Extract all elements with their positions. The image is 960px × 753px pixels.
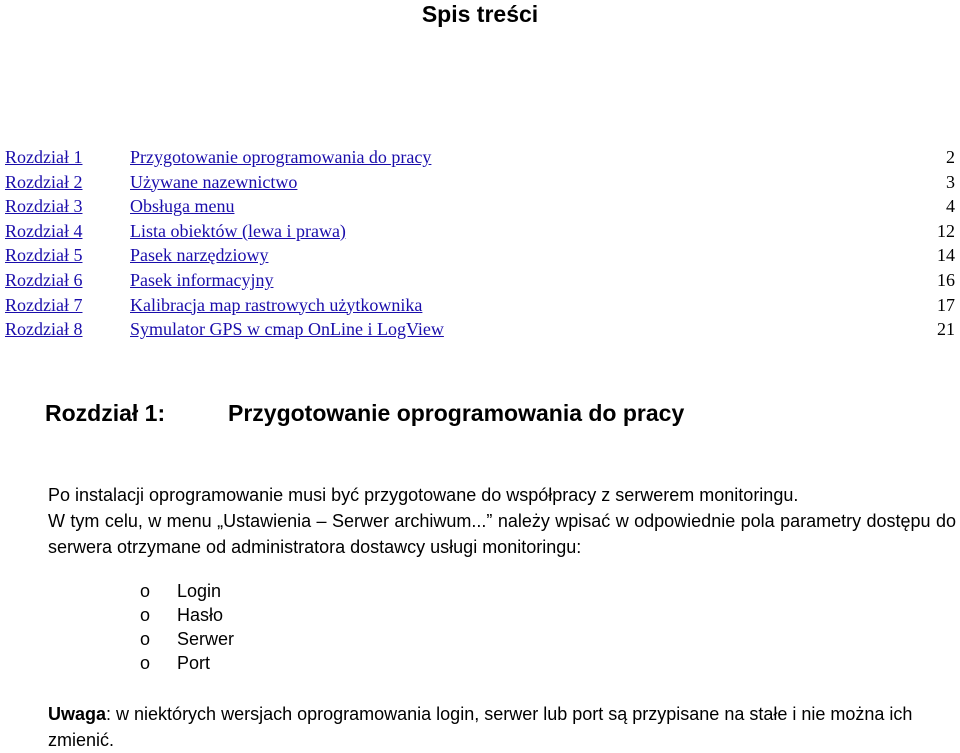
toc-page-number: 17 — [937, 294, 955, 315]
toc-title-link[interactable]: Używane nazewnictwo — [130, 171, 298, 192]
list-item-label: Serwer — [177, 629, 235, 649]
toc-chapter-link[interactable]: Rozdział 5 — [5, 245, 83, 266]
toc-page-number: 14 — [937, 245, 955, 266]
note-paragraph — [48, 701, 960, 753]
bullet-marker: o — [140, 605, 151, 625]
toc-chapter-link[interactable]: Rozdział 8 — [5, 319, 83, 340]
toc-entry[interactable] — [5, 268, 955, 293]
toc-title-link[interactable]: Lista obiektów (lewa i prawa) — [130, 220, 346, 241]
toc-chapter-link[interactable]: Rozdział 3 — [5, 196, 83, 217]
toc-title-link[interactable]: Obsługa menu — [130, 196, 235, 217]
chapter-title: Przygotowanie oprogramowania do pracy — [228, 400, 685, 426]
toc-chapter-link[interactable]: Rozdział 2 — [5, 171, 83, 192]
parameter-list — [140, 579, 234, 675]
list-item — [140, 651, 234, 675]
list-item-label: Port — [177, 653, 211, 673]
toc-title-link[interactable]: Kalibracja map rastrowych użytkownika — [130, 294, 423, 315]
list-item — [140, 627, 234, 651]
chapter-heading — [45, 398, 684, 428]
intro-paragraph: Po instalacji oprogramowanie musi być przygotowane do współpracy z serwerem monitoringu. — [48, 485, 799, 505]
toc-entry[interactable] — [5, 317, 955, 342]
note-text: : w niektórych wersjach oprogramowania login, serwer lub port są przypisane na stałe i nie można ich zmienić. — [48, 704, 913, 750]
toc-page-number: 3 — [946, 171, 955, 192]
list-item — [140, 603, 234, 627]
toc-page-number: 4 — [946, 196, 955, 217]
list-item — [140, 579, 234, 603]
bullet-marker: o — [140, 653, 151, 673]
toc-page-number: 21 — [937, 319, 955, 340]
toc-chapter-link[interactable]: Rozdział 4 — [5, 220, 83, 241]
bullet-marker: o — [140, 581, 151, 601]
toc-entry[interactable] — [5, 145, 955, 170]
toc-chapter-link[interactable]: Rozdział 7 — [5, 294, 83, 315]
page-title: Spis treści — [421, 1, 539, 27]
chapter-label: Rozdział 1: — [45, 400, 166, 426]
toc-title-link[interactable]: Symulator GPS w cmap OnLine i LogView — [130, 319, 444, 340]
list-item-label: Login — [177, 581, 222, 601]
toc-page-number: 12 — [937, 220, 955, 241]
instructions-paragraph: W tym celu, w menu „Ustawienia – Serwer archiwum...” należy wpisać w odpowiednie pola parametry dostępu do serwera otrzymane od administratora dostawcy usługi monitoringu: — [48, 511, 956, 557]
table-of-contents — [5, 145, 955, 342]
note-label: Uwaga — [48, 704, 107, 724]
toc-title-link[interactable]: Przygotowanie oprogramowania do pracy — [130, 147, 432, 167]
toc-title-link[interactable]: Pasek narzędziowy — [130, 245, 269, 266]
bullet-marker: o — [140, 629, 151, 649]
toc-entry[interactable] — [5, 219, 955, 244]
toc-page-number: 2 — [946, 147, 955, 167]
toc-entry[interactable] — [5, 293, 955, 318]
toc-chapter-link[interactable]: Rozdział 6 — [5, 269, 83, 290]
toc-entry[interactable] — [5, 170, 955, 195]
toc-title-link[interactable]: Pasek informacyjny — [130, 269, 274, 290]
list-item-label: Hasło — [177, 605, 224, 625]
toc-entry[interactable] — [5, 243, 955, 268]
toc-page-number: 16 — [937, 269, 955, 290]
toc-chapter-link[interactable]: Rozdział 1 — [5, 147, 83, 167]
toc-entry[interactable] — [5, 194, 955, 219]
